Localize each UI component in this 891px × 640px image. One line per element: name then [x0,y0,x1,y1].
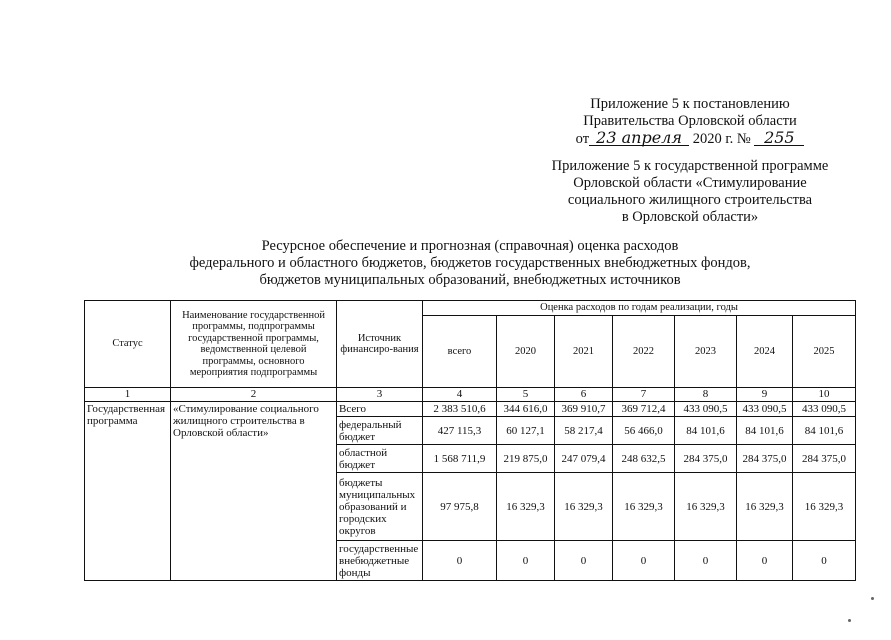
header-year: 2024 [737,315,793,388]
date-prefix: от [575,131,590,147]
value-cell: 369 712,4 [613,402,675,417]
value-cell: 0 [555,541,613,581]
source-cell: государственные внебюджетные фонды [337,541,423,581]
value-cell: 433 090,5 [675,402,737,417]
title-line: федерального и областного бюджетов, бюджетов государственных внебюджетных фондов, [189,255,751,271]
column-number-row [85,388,856,402]
value-cell: 84 101,6 [737,417,793,445]
column-number: 1 [85,388,171,402]
column-number: 6 [555,388,613,402]
value-cell: 0 [423,541,497,581]
appendix-decree-line2: Правительства Орловской области [583,113,797,129]
appendix-program-line: социального жилищного строительства [567,192,813,208]
header-year: 2020 [497,315,555,388]
title-line: бюджетов муниципальных образований, внебюджетных источников [259,272,681,288]
value-cell: 0 [613,541,675,581]
value-cell: 1 568 711,9 [423,445,497,473]
header-total: всего [423,315,497,388]
appendix-program-header [535,158,845,226]
value-cell: 433 090,5 [793,402,856,417]
value-cell: 433 090,5 [737,402,793,417]
value-cell: 0 [497,541,555,581]
value-cell: 284 375,0 [793,445,856,473]
value-cell: 84 101,6 [793,417,856,445]
resources-table [84,300,856,581]
header-year: 2021 [555,315,613,388]
value-cell: 2 383 510,6 [423,402,497,417]
source-cell: бюджеты муниципальных образований и городских округов [337,473,423,541]
appendix-program-line: в Орловской области» [621,209,759,225]
source-cell: Всего [337,402,423,417]
appendix-program-line: Приложение 5 к государственной программе [551,158,829,174]
document-title [150,238,790,289]
date-year: 2020 г. № [692,131,751,147]
value-cell: 16 329,3 [675,473,737,541]
table-row [85,402,856,417]
appendix-decree-line1: Приложение 5 к постановлению [590,96,790,112]
value-cell: 344 616,0 [497,402,555,417]
header-year: 2023 [675,315,737,388]
value-cell: 60 127,1 [497,417,555,445]
value-cell: 16 329,3 [555,473,613,541]
value-cell: 247 079,4 [555,445,613,473]
value-cell: 0 [737,541,793,581]
column-number: 8 [675,388,737,402]
value-cell: 58 217,4 [555,417,613,445]
value-cell: 284 375,0 [675,445,737,473]
scan-speck [848,619,851,622]
value-cell: 248 632,5 [613,445,675,473]
handwritten-number: 255 [754,130,804,146]
header-source: Источник финансиро-вания [337,301,423,388]
source-cell: областной бюджет [337,445,423,473]
header-row-1 [85,301,856,316]
value-cell: 16 329,3 [793,473,856,541]
column-number: 5 [497,388,555,402]
header-estimate-group: Оценка расходов по годам реализации, годы [423,301,856,316]
scan-speck [871,597,874,600]
value-cell: 56 466,0 [613,417,675,445]
value-cell: 84 101,6 [675,417,737,445]
header-year: 2022 [613,315,675,388]
value-cell: 16 329,3 [613,473,675,541]
value-cell: 16 329,3 [737,473,793,541]
source-cell: федеральный бюджет [337,417,423,445]
status-cell: Государственная программа [85,402,171,581]
value-cell: 16 329,3 [497,473,555,541]
program-name-cell: «Стимулирование социального жилищного строительства в Орловской области» [171,402,337,581]
value-cell: 219 875,0 [497,445,555,473]
header-year: 2025 [793,315,856,388]
column-number: 4 [423,388,497,402]
column-number: 7 [613,388,675,402]
value-cell: 0 [793,541,856,581]
column-number: 9 [737,388,793,402]
value-cell: 97 975,8 [423,473,497,541]
column-number: 2 [171,388,337,402]
appendix-program-line: Орловской области «Стимулирование [573,175,807,191]
appendix-decree-header [560,96,820,148]
appendix-decree-date [560,130,820,148]
value-cell: 284 375,0 [737,445,793,473]
handwritten-date: 23 апреля [589,130,689,146]
header-status: Статус [85,301,171,388]
column-number: 3 [337,388,423,402]
header-name: Наименование государственной программы, подпрограммы государственной программы, ведомственной целевой программы, основного мероприятия подпрограммы [171,301,337,388]
value-cell: 369 910,7 [555,402,613,417]
column-number: 10 [793,388,856,402]
value-cell: 0 [675,541,737,581]
title-line: Ресурсное обеспечение и прогнозная (справочная) оценка расходов [261,238,679,254]
value-cell: 427 115,3 [423,417,497,445]
